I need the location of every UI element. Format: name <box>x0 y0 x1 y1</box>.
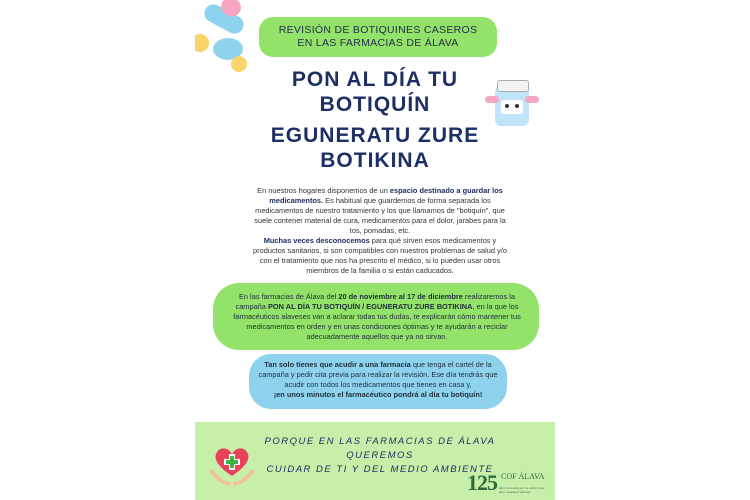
headline-es-line-1: PON AL DÍA TU <box>291 68 459 91</box>
cof-alava-logo <box>467 470 545 496</box>
headline-eu <box>195 123 555 173</box>
instructions-text: Tan solo tienes que acudir a una farmacia que tenga el cartel de la campaña y pedir cita previa para realizar la revisión. Ese día tendrás que acudir con todos los medicamentos que tienes en casa y, ¡en unos minutos el farmacéutico pondrá al día tu botiquín! <box>258 360 498 399</box>
logo-name: COF ÁLAVA <box>501 472 545 481</box>
banner-line-1: REVISIÓN DE BOTIQUINES CASEROS <box>278 24 478 36</box>
headline-es-line-2: BOTIQUÍN <box>319 93 431 116</box>
logo-number: 125 <box>467 470 497 495</box>
footer-slogan-line-1: PORQUE EN LAS FARMACIAS DE ÁLAVA QUEREMOS <box>264 436 496 461</box>
headline-eu-line-1: EGUNERATU ZURE <box>270 124 480 147</box>
paragraph-2: Muchas veces desconocemos para qué sirven esos medicamentos y productos sanitarios, si son compatibles con nuestros problemas de salud y/o con el tratamiento que nos ha prescrito el médico, si lo pueden usar otros miembros de la familia o si están caducados. <box>253 236 507 275</box>
heart-hands-icon <box>207 440 257 488</box>
banner-line-2: EN LAS FARMACIAS DE ÁLAVA <box>297 37 459 49</box>
headline-eu-line-2: BOTIKINA <box>320 149 430 172</box>
campaign-dates-text: En las farmacias de Álava del 20 de noviembre al 17 de diciembre realizaremos la campaña PON AL DÍA TU BOTIQUÍN / EGUNERATU ZURE BOTIKINA, en la que los farmacéuticos alaveses van a aclarar todas tus dudas, te explicarán cómo mantener tus medicamentos en orden y en unas condiciones óptimas y te ayudarán a reciclar adecuadamente aquellos que ya no sirvan. <box>233 292 521 341</box>
campaign-banner <box>259 17 497 57</box>
footer-slogan-line-2: CUIDAR DE TI Y DEL MEDIO AMBIENTE <box>266 464 494 475</box>
headline-es <box>195 67 555 117</box>
poster <box>195 0 555 500</box>
paragraph-1: En nuestros hogares disponemos de un espacio destinado a guardar los medicamentos. Es habitual que guardemos de forma separada los medicamentos de nuestro tratamiento y los que llamamos de "botiquín", que suele contener material de cura, medicamentos para el dolor, jarabes para la tos, pomadas, etc. <box>254 186 506 235</box>
logo-tagline: años volcados por su salud / urte zure osasunari emanaz <box>499 486 545 494</box>
